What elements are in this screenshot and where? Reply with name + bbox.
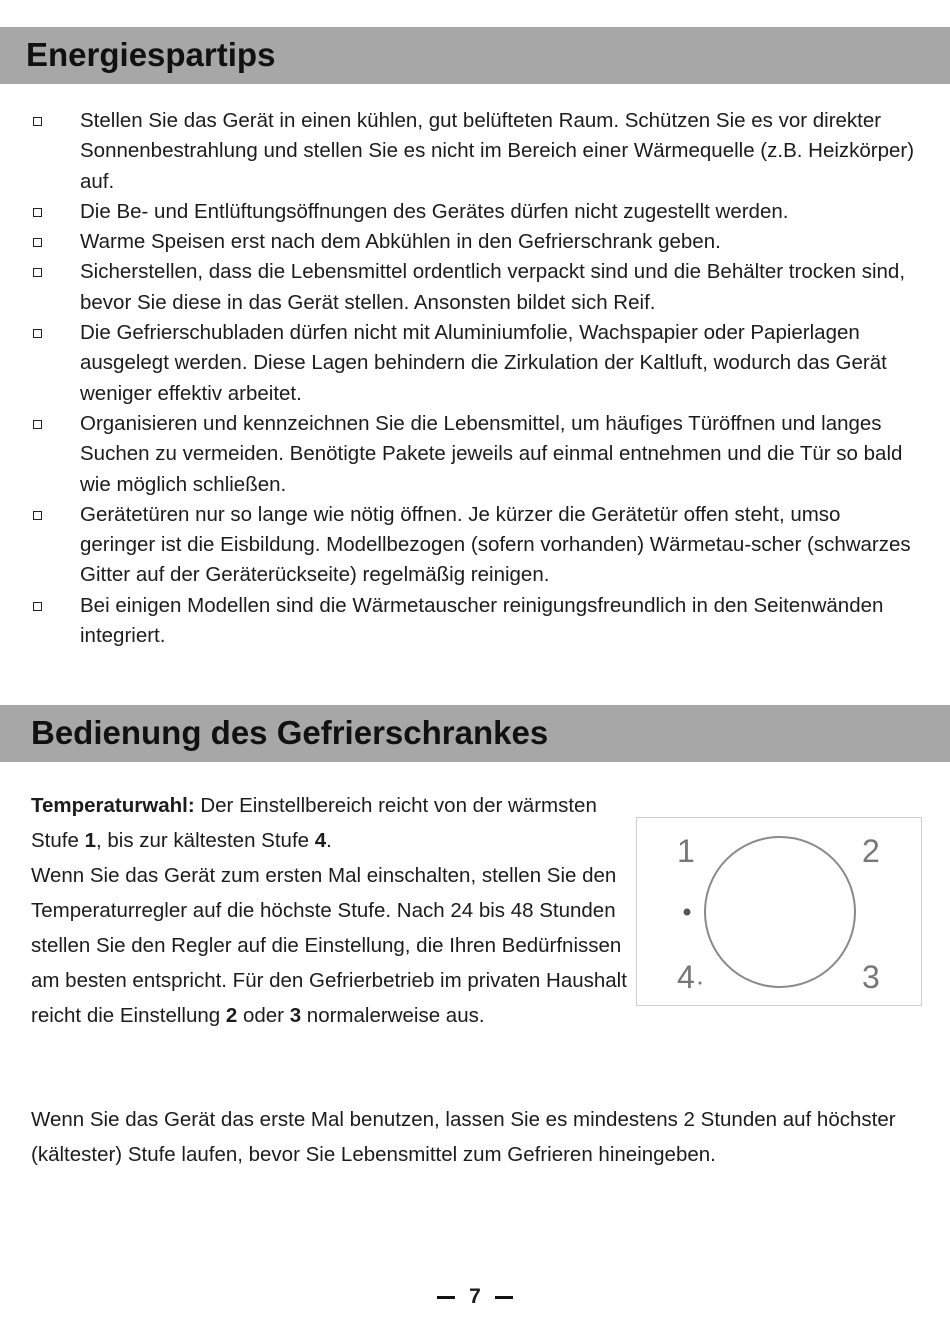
dial-circle bbox=[705, 837, 855, 987]
section-header-energy-tips bbox=[0, 27, 950, 84]
checkbox-bullet-icon bbox=[33, 238, 42, 247]
checkbox-bullet-icon bbox=[33, 268, 42, 277]
dial-marker-dot bbox=[684, 909, 691, 916]
tip-text: Organisieren und kennzeichnen Sie die Lebensmittel, um häufiges Türöffnen und langes Suchen zu vermeiden. Benötigte Pakete jeweils auf einmal entnehmen und die Tür so bald wie möglich schließen. bbox=[80, 411, 903, 496]
section-title-energy-tips: Energiespartips bbox=[26, 36, 276, 73]
tip-text: Gerätetüren nur so lange wie nötig öffnen. Je kürzer die Gerätetür offen steht, umso geringer ist die Eisbildung. Modellbezogen (sofern vorhanden) Wärmetau-scher (schwarzes Gitter auf der Geräterückseite) regelmäßig reinigen. bbox=[80, 502, 911, 587]
checkbox-bullet-icon bbox=[33, 208, 42, 217]
list-item bbox=[0, 227, 950, 257]
list-item bbox=[0, 318, 950, 409]
page-number-footer bbox=[0, 1285, 950, 1309]
temperature-text: , bis zur kältesten Stufe bbox=[95, 829, 315, 852]
energy-tips-list bbox=[0, 106, 950, 651]
first-use-text: normalerweise aus. bbox=[301, 1004, 485, 1027]
checkbox-bullet-icon bbox=[33, 602, 42, 611]
setting-3: 3 bbox=[289, 1004, 302, 1027]
list-item bbox=[0, 591, 950, 652]
temperature-label: Temperaturwahl: bbox=[31, 794, 195, 817]
temperature-text: Der Einstellbereich reicht von der wärmsten Stufe bbox=[31, 794, 597, 852]
tip-text: Warme Speisen erst nach dem Abkühlen in den Gefrierschrank geben. bbox=[80, 230, 721, 254]
page-number: 7 bbox=[469, 1285, 481, 1308]
dial-label-4-dot bbox=[699, 982, 702, 985]
dash-left bbox=[437, 1296, 455, 1299]
list-item bbox=[0, 257, 950, 318]
checkbox-bullet-icon bbox=[33, 420, 42, 429]
dial-label-1: 1 bbox=[677, 833, 695, 869]
thermostat-dial-icon bbox=[637, 818, 920, 1004]
first-use-text: oder bbox=[237, 1004, 290, 1027]
tip-text: Die Be- und Entlüftungsöffnungen des Gerätes dürfen nicht zugestellt werden. bbox=[80, 199, 789, 223]
thermostat-dial-figure bbox=[636, 817, 922, 1006]
tip-text: Sicherstellen, dass die Lebensmittel ordentlich verpackt sind und die Behälter trocken sind, bevor Sie diese in das Gerät stellen. Ansonsten bildet sich Reif. bbox=[80, 260, 906, 314]
dash-right bbox=[495, 1296, 513, 1299]
list-item bbox=[0, 197, 950, 227]
coldest-level: 4 bbox=[314, 829, 327, 852]
first-use-text: Wenn Sie das Gerät zum ersten Mal einschalten, stellen Sie den Temperaturregler auf die höchste Stufe. Nach 24 bis 48 Stunden stellen Sie den Regler auf die Einstellung, die Ihren Bedürfnissen am besten entspricht. Für den Gefrierbetrieb im privaten Haushalt reicht die Einstellung bbox=[31, 864, 627, 1027]
setting-2: 2 bbox=[225, 1004, 238, 1027]
dial-label-3: 3 bbox=[862, 959, 880, 995]
checkbox-bullet-icon bbox=[33, 511, 42, 520]
list-item bbox=[0, 106, 950, 197]
dial-label-2: 2 bbox=[862, 833, 880, 869]
checkbox-bullet-icon bbox=[33, 117, 42, 126]
checkbox-bullet-icon bbox=[33, 329, 42, 338]
tip-text: Stellen Sie das Gerät in einen kühlen, gut belüfteten Raum. Schützen Sie es vor direkter Sonnenbestrahlung und stellen Sie es nicht im Bereich einer Wärmequelle (z.B. Heizkörper) auf. bbox=[80, 109, 915, 193]
dial-label-4: 4 bbox=[677, 959, 695, 995]
warmest-level: 1 bbox=[84, 829, 96, 852]
list-item bbox=[0, 409, 950, 500]
temperature-text: . bbox=[326, 829, 332, 852]
section-title-operation: Bedienung des Gefrierschrankes bbox=[31, 714, 549, 751]
first-use-note: Wenn Sie das Gerät das erste Mal benutzen, lassen Sie es mindestens 2 Stunden auf höchster (kältester) Stufe laufen, bevor Sie Lebensmittel zum Gefrieren hineingeben. bbox=[31, 1108, 896, 1166]
list-item bbox=[0, 500, 950, 591]
tip-text: Die Gefrierschubladen dürfen nicht mit Aluminiumfolie, Wachspapier oder Papierlagen ausgelegt werden. Diese Lagen behindern die Zirkulation der Kaltluft, wodurch das Gerät weniger effektiv arbeitet. bbox=[80, 321, 887, 405]
tip-text: Bei einigen Modellen sind die Wärmetauscher reinigungsfreundlich in den Seitenwänden integriert. bbox=[80, 593, 884, 648]
temperature-paragraph bbox=[31, 788, 641, 1033]
section-header-operation bbox=[0, 705, 950, 762]
